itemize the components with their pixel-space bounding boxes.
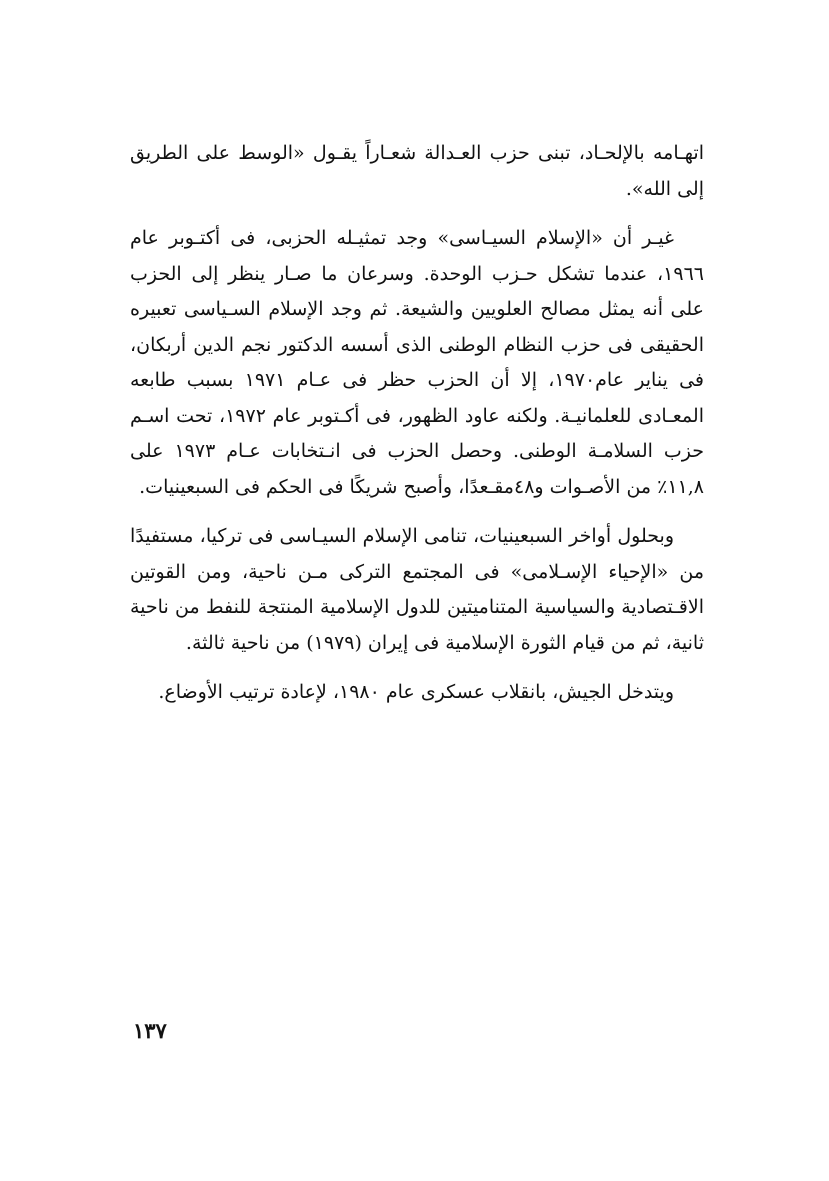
paragraph-2: غيـر أن «الإسلام السيـاسى» وجد تمثيـله الحزبى، فى أكتـوبر عام ١٩٦٦، عندما تشكل حـزب الوحدة. وسرعان ما صـار ينظر إلى الحزب على أنه يمثل مصالح العلويين والشيعة. ثم وجد الإسلام السـياسى تعبيره الحقيقى فى حزب النظام الوطنى الذى أسسه الدكتور نجم الدين أربكان، فى يناير عام١٩٧٠، إلا أن الحزب حظر فى عـام ١٩٧١ بسبب طابعه المعـادى للعلمانيـة. ولكنه عاود الظهور، فى أكـتوبر عام ١٩٧٢، تحت اسـم حزب السلامـة الوطنى. وحصل الحزب فى انـتخابات عـام ١٩٧٣ على ١١,٨٪ من الأصـوات و٤٨مقـعدًا، وأصبح شريكًا فى الحكم فى السبعينيات. (130, 227, 704, 498)
paragraph-4: ويتدخل الجيش، بانقلاب عسكرى عام ١٩٨٠، لإعادة ترتيب الأوضاع. (158, 681, 674, 703)
body-text (130, 136, 704, 725)
paragraph-3: وبحلول أواخر السبعينيات، تنامى الإسلام السيـاسى فى تركيا، مستفيدًا من «الإحياء الإسـلامى» فى المجتمع التركى مـن ناحية، ومن القوتين الاقـتصادية والسياسية المتناميتين للدول الإسلامية المنتجة للنفط من ناحية ثانية، ثم من قيام الثورة الإسلامية فى إيران (١٩٧٩) من ناحية ثالثة. (130, 525, 704, 654)
paragraph-1: اتهـامه بالإلحـاد، تبنى حزب العـدالة شعـاراً يقـول «الوسط على الطريق إلى الله». (130, 142, 704, 200)
page-number: ١٣٧ (133, 1018, 167, 1043)
